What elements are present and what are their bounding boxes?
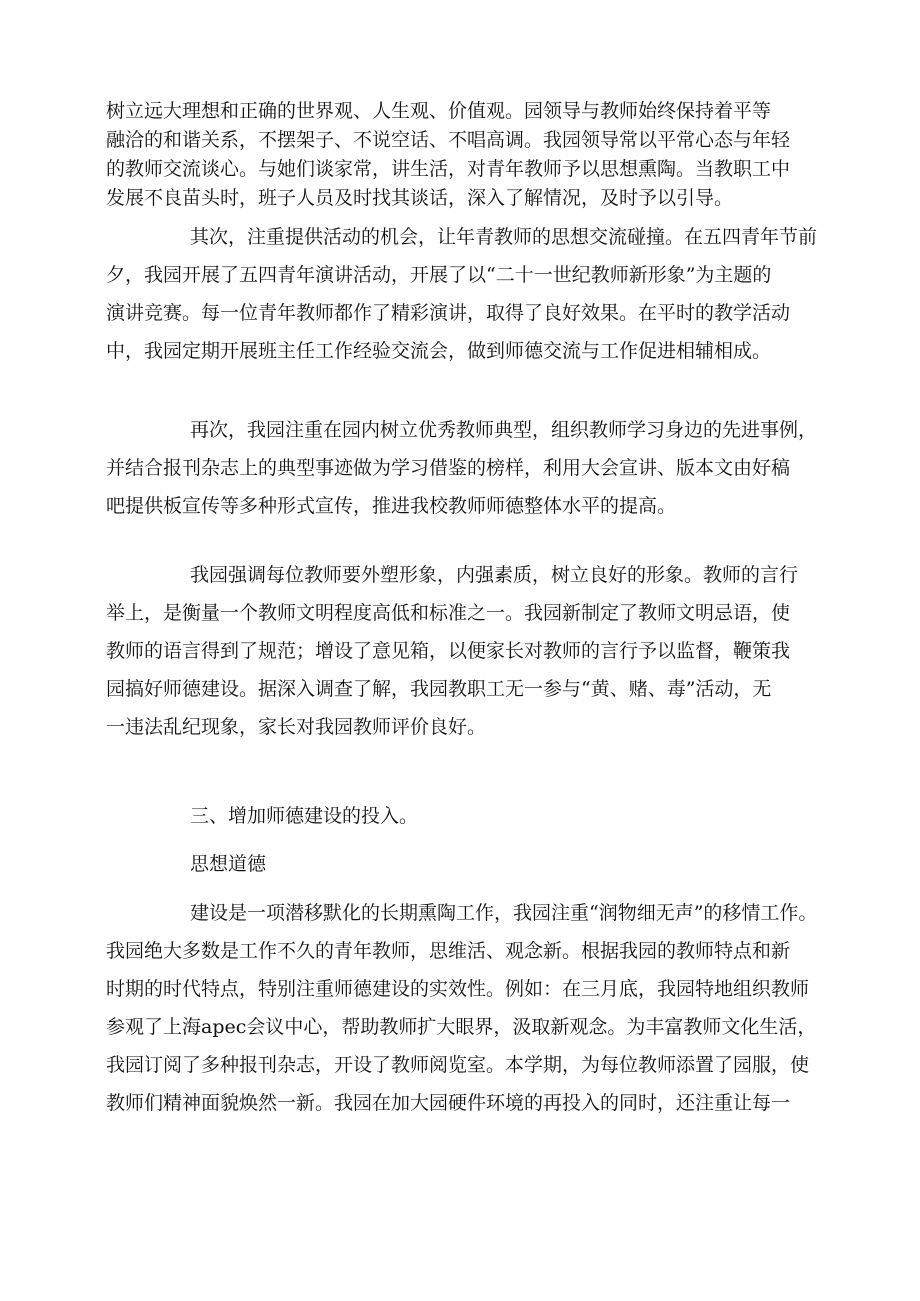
- paragraph-activities: [106, 218, 818, 370]
- text-line: 举上，是衡量一个教师文明程度高低和标准之一。我园新制定了教师文明忌语，使: [106, 602, 791, 624]
- section-heading: 三、增加师德建设的投入。: [190, 805, 419, 827]
- text-line: 一违法乱纪现象，家长对我园教师评价良好。: [106, 716, 487, 738]
- text-line: 我园强调每位教师要外塑形象，内强素质，树立良好的形象。教师的言行: [190, 564, 799, 586]
- text-line: 融洽的和谐关系，不摆架子、不说空话、不唱高调。我园领导常以平常心态与年轻: [106, 129, 791, 151]
- paragraph-image: [106, 556, 799, 746]
- paragraph-moral-building: [106, 894, 818, 1122]
- text-line: 发展不良苗头时，班子人员及时找其谈话，深入了解情况，及时予以引导。: [106, 187, 734, 209]
- text-line: 的教师交流谈心。与她们谈家常，讲生活，对青年教师予以思想熏陶。当教职工中: [106, 158, 791, 180]
- text-line: 吧提供板宣传等多种形式宣传，推进我校教师师德整体水平的提高。: [106, 495, 677, 517]
- text-line: 并结合报刊杂志上的典型事迹做为学习借鉴的榜样，利用大会宣讲、版本文由好稿: [106, 457, 791, 479]
- text-line: 我园订阅了多种报刊杂志，开设了教师阅览室。本学期，为每位教师添置了园服，使: [106, 1054, 810, 1076]
- text-line: 时期的时代特点，特别注重师德建设的实效性。例如：在三月底，我园特地组织教师: [106, 978, 810, 1000]
- text-line: 再次，我园注重在园内树立优秀教师典型，组织教师学习身边的先进事例，: [190, 419, 818, 441]
- text-line: 建设是一项潜移默化的长期熏陶工作，我园注重“润物细无声”的移情工作。: [190, 902, 818, 924]
- text-line: 教师们精神面貌焕然一新。我园在加大园硬件环境的再投入的同时，还注重让每一: [106, 1092, 791, 1114]
- text-line: 参观了上海apec会议中心，帮助教师扩大眼界，汲取新观念。为丰富教师文化生活，: [106, 1016, 817, 1038]
- text-line: 教师的语言得到了规范；增设了意见箱，以便家长对教师的言行予以监督，鞭策我: [106, 640, 791, 662]
- text-line: 园搞好师德建设。据深入调查了解，我园教职工无一参与“黄、赌、毒”活动，无: [106, 678, 772, 700]
- intro-paragraph: [106, 97, 796, 213]
- text-line: 我园绝大多数是工作不久的青年教师，思维活、观念新。根据我园的教师特点和新: [106, 940, 791, 962]
- text-line: 其次，注重提供活动的机会，让年青教师的思想交流碰撞。在五四青年节前: [190, 226, 818, 248]
- text-line: 演讲竞赛。每一位青年教师都作了精彩演讲，取得了良好效果。在平时的教学活动: [106, 302, 791, 324]
- subheading: 思想道德: [190, 853, 267, 875]
- text-line: 中，我园定期开展班主任工作经验交流会，做到师德交流与工作促进相辅相成。: [106, 340, 772, 362]
- text-line: 夕，我园开展了五四青年演讲活动，开展了以“二十一世纪教师新形象”为主题的: [106, 264, 772, 286]
- text-line: 树立远大理想和正确的世界观、人生观、价值观。园领导与教师始终保持着平等: [106, 100, 772, 122]
- paragraph-role-models: [106, 411, 818, 525]
